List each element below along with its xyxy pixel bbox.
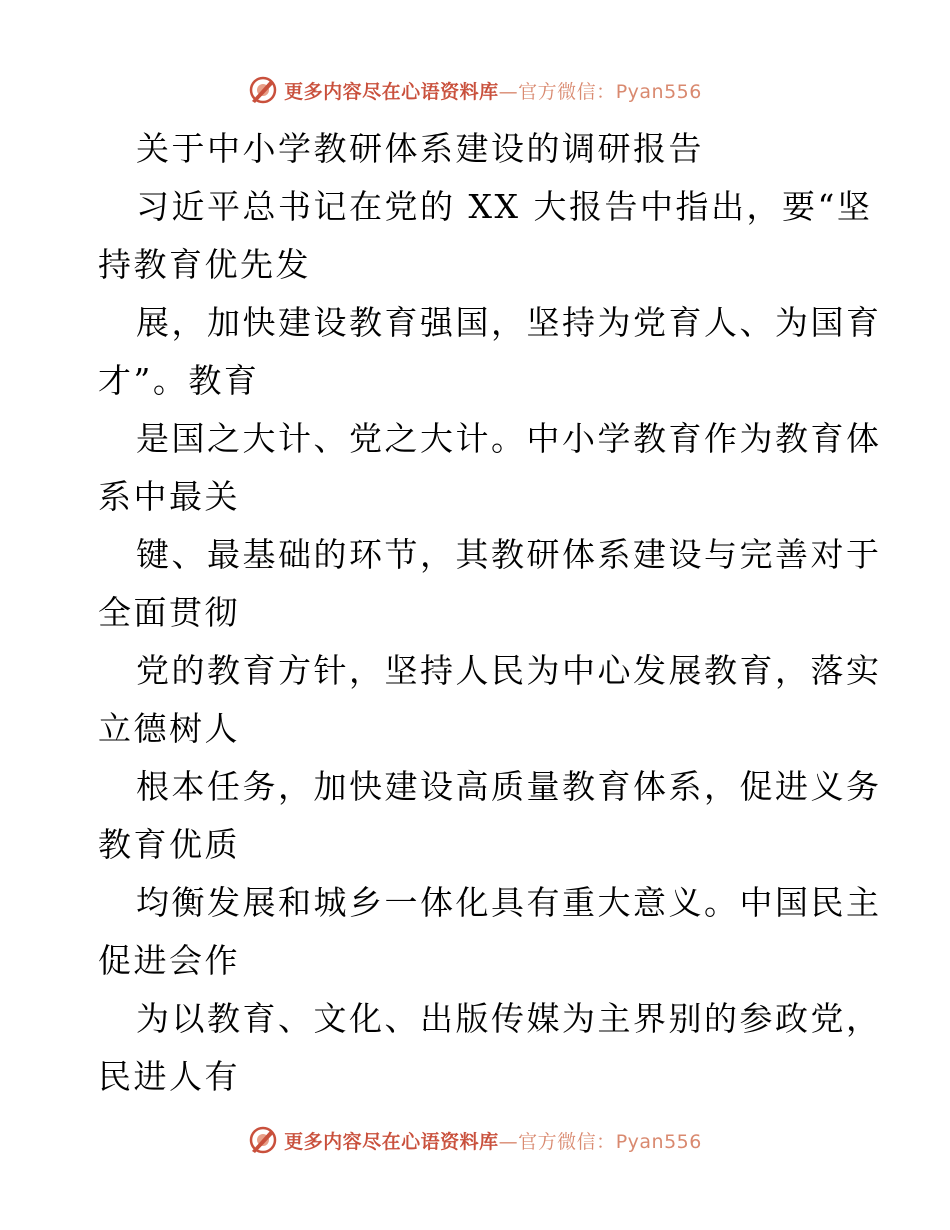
- footer-dash: —: [498, 1130, 519, 1153]
- pen-logo-icon: [248, 1125, 278, 1155]
- document-title: 关于中小学教研体系建设的调研报告: [136, 129, 704, 168]
- paragraph-line: 键、最基础的环节，其教研体系建设与完善对于: [136, 535, 882, 574]
- header-banner-text: [284, 77, 702, 104]
- paragraph-line: 均衡发展和城乡一体化具有重大意义。中国民主: [136, 883, 882, 922]
- header-site-text: 更多内容尽在心语资料库: [284, 80, 499, 103]
- paragraph-line: 党的教育方针，坚持人民为中心发展教育，落实: [136, 651, 882, 690]
- pen-logo-icon: [248, 75, 278, 105]
- header-banner: [0, 70, 950, 110]
- footer-banner: [0, 1120, 950, 1160]
- paragraph-line: 促进会作: [98, 941, 240, 980]
- paragraph-line: 教育优质: [98, 825, 240, 864]
- paragraph-line: 展，加快建设教育强国，坚持为党育人、为国育: [136, 303, 882, 342]
- paragraph-line: 为以教育、文化、出版传媒为主界别的参政党，: [136, 999, 882, 1038]
- header-wechat-id: Pyan556: [615, 80, 702, 103]
- paragraph-line: 习近平总书记在党的 XX 大报告中指出，要“坚: [136, 187, 873, 226]
- footer-site-text: 更多内容尽在心语资料库: [284, 1130, 499, 1153]
- footer-banner-text: [284, 1127, 702, 1154]
- paragraph-line: 是国之大计、党之大计。中小学教育作为教育体: [136, 419, 882, 458]
- footer-wechat-id: Pyan556: [615, 1130, 702, 1153]
- footer-wechat-label: 官方微信：: [518, 1130, 616, 1153]
- paragraph-line: 立德树人: [98, 709, 240, 748]
- paragraph-line: 才”。教育: [98, 361, 260, 400]
- header-wechat-label: 官方微信：: [518, 80, 616, 103]
- paragraph-line: 根本任务，加快建设高质量教育体系，促进义务: [136, 767, 882, 806]
- document-body: [98, 120, 882, 1106]
- paragraph-line: 持教育优先发: [98, 245, 311, 284]
- paragraph-line: 全面贯彻: [98, 593, 240, 632]
- header-dash: —: [498, 80, 519, 103]
- paragraph-line: 系中最关: [98, 477, 240, 516]
- paragraph-line: 民进人有: [98, 1057, 240, 1096]
